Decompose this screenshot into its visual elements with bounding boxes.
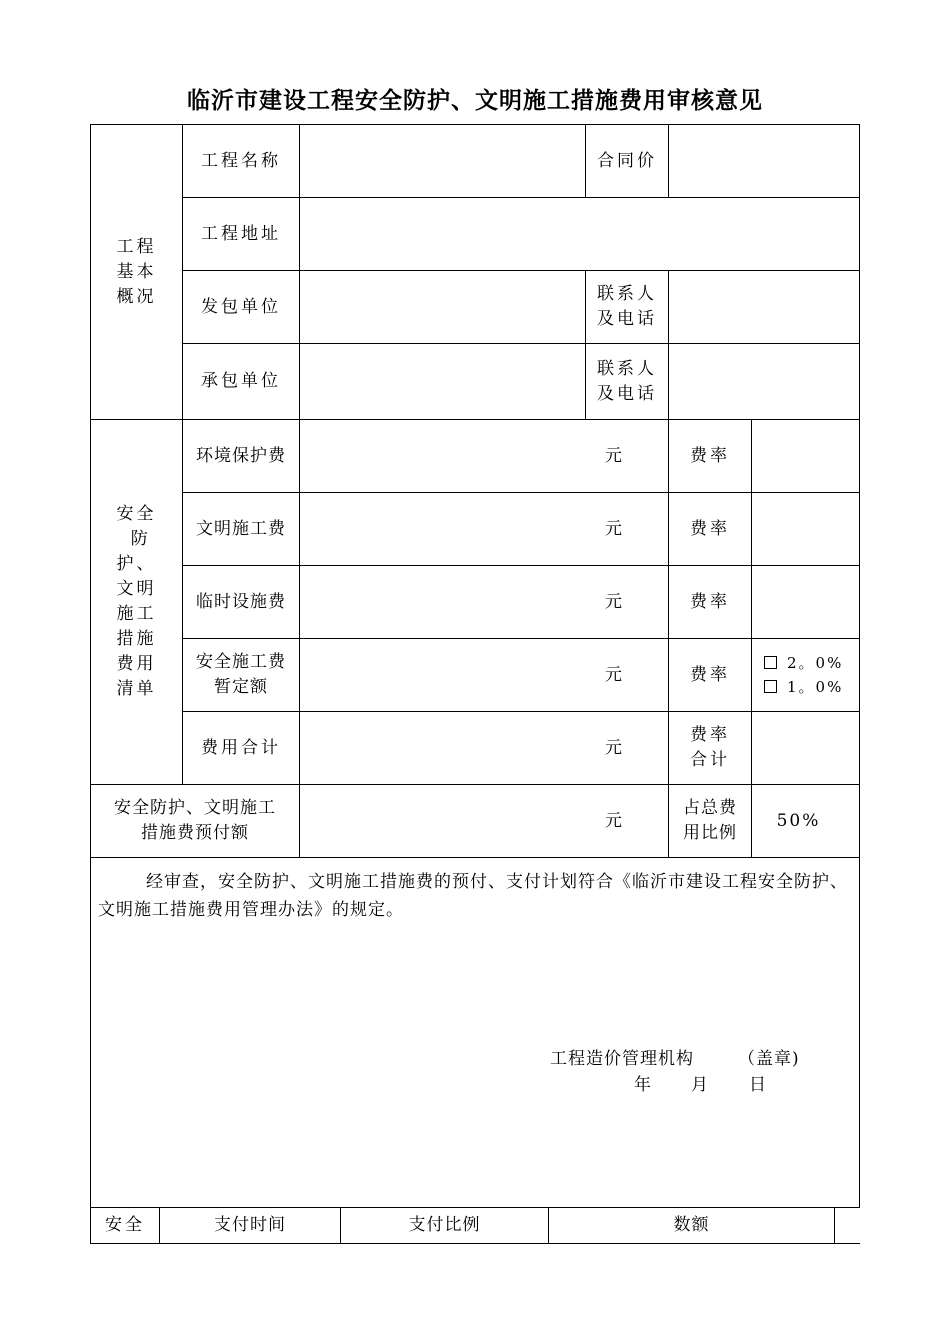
rate-options [752, 639, 859, 711]
table-border-right [859, 124, 860, 1208]
contractor-label: 承包单位 [201, 371, 281, 391]
date-year: 年 [634, 1075, 651, 1095]
fee-rate-label: 费率 [690, 518, 730, 539]
fee-label-safety: 安全施工费 暂定额 [196, 652, 286, 697]
prepay-ratio-value: 50% [776, 810, 821, 831]
fee-rate-field[interactable] [752, 566, 859, 638]
project-address-label: 工程地址 [201, 223, 281, 244]
seal-placeholder: （盖章) [738, 1049, 800, 1069]
fee-rate-label: 费率 [690, 445, 730, 466]
fee-amount-field[interactable] [300, 712, 585, 784]
rate-option-1[interactable] [764, 675, 843, 699]
payment-amount-header: 数额 [673, 1215, 710, 1235]
contractor-field[interactable] [300, 344, 585, 419]
project-name-field[interactable] [300, 125, 585, 197]
fee-rate-label: 费率 [690, 664, 730, 685]
rate-option-label: 2。0% [787, 654, 844, 672]
fee-amount-field[interactable] [300, 420, 585, 492]
fee-label-total: 费用合计 [201, 737, 281, 758]
fee-unit: 元 [605, 737, 625, 758]
project-name-label: 工程名称 [201, 150, 281, 171]
fee-rate-total-label: 费率 合计 [690, 725, 730, 770]
fee-amount-field[interactable] [300, 566, 585, 638]
rate-option-2[interactable] [764, 651, 843, 675]
fee-rate-label: 费率 [690, 591, 730, 612]
prepay-ratio-label: 占总费 用比例 [683, 798, 737, 843]
contract-price-field[interactable] [669, 125, 859, 197]
date-day: 日 [749, 1075, 766, 1095]
employer-field[interactable] [300, 271, 585, 343]
review-organization: 工程造价管理机构 [550, 1049, 694, 1069]
contractor-contact-label: 联系人 及电话 [597, 358, 657, 404]
rate-option-label: 1。0% [787, 678, 844, 696]
fee-unit: 元 [605, 445, 625, 466]
contractor-contact-field[interactable] [669, 344, 859, 419]
prepay-unit: 元 [605, 810, 625, 831]
fee-unit: 元 [605, 518, 625, 539]
fee-label-civilized: 文明施工费 [196, 518, 286, 539]
employer-contact-field[interactable] [669, 271, 859, 343]
fee-label-environment: 环境保护费 [196, 445, 286, 466]
table-rule [90, 857, 860, 858]
employer-contact-label: 联系人 及电话 [597, 284, 657, 329]
section-header-fee-list: 安全 防 护、 文明 施工 措施 费用 清单 [116, 504, 157, 699]
fee-unit: 元 [605, 591, 625, 612]
fee-rate-total-field[interactable] [752, 712, 859, 784]
table-rule [90, 1243, 860, 1244]
contract-price-label: 合同价 [597, 150, 657, 171]
section-header-project-info: 工程 基本 概况 [116, 236, 157, 307]
project-address-field[interactable] [300, 198, 859, 270]
fee-unit: 元 [605, 664, 625, 685]
payment-ratio-header: 支付比例 [408, 1215, 481, 1235]
payment-section-label: 安全 [105, 1215, 145, 1235]
table-rule [834, 1207, 835, 1244]
prepay-amount-field[interactable] [300, 785, 585, 857]
review-opinion-text: 经审查，安全防护、文明施工措施费的预付、支付计划符合《临沂市建设工程安全防护、文明施工措施费用管理办法》的规定。 [98, 872, 848, 920]
fee-label-temporary: 临时设施费 [196, 591, 286, 612]
fee-amount-field[interactable] [300, 639, 585, 711]
date-month: 月 [691, 1075, 708, 1095]
fee-rate-field[interactable] [752, 493, 859, 565]
checkbox-icon[interactable] [764, 656, 777, 669]
employer-label: 发包单位 [201, 296, 281, 317]
fee-rate-field[interactable] [752, 420, 859, 492]
prepay-label: 安全防护、文明施工 措施费预付额 [114, 798, 276, 843]
fee-amount-field[interactable] [300, 493, 585, 565]
payment-time-header: 支付时间 [214, 1215, 286, 1235]
checkbox-icon[interactable] [764, 680, 777, 693]
page-title: 临沂市建设工程安全防护、文明施工措施费用审核意见 [187, 88, 763, 114]
